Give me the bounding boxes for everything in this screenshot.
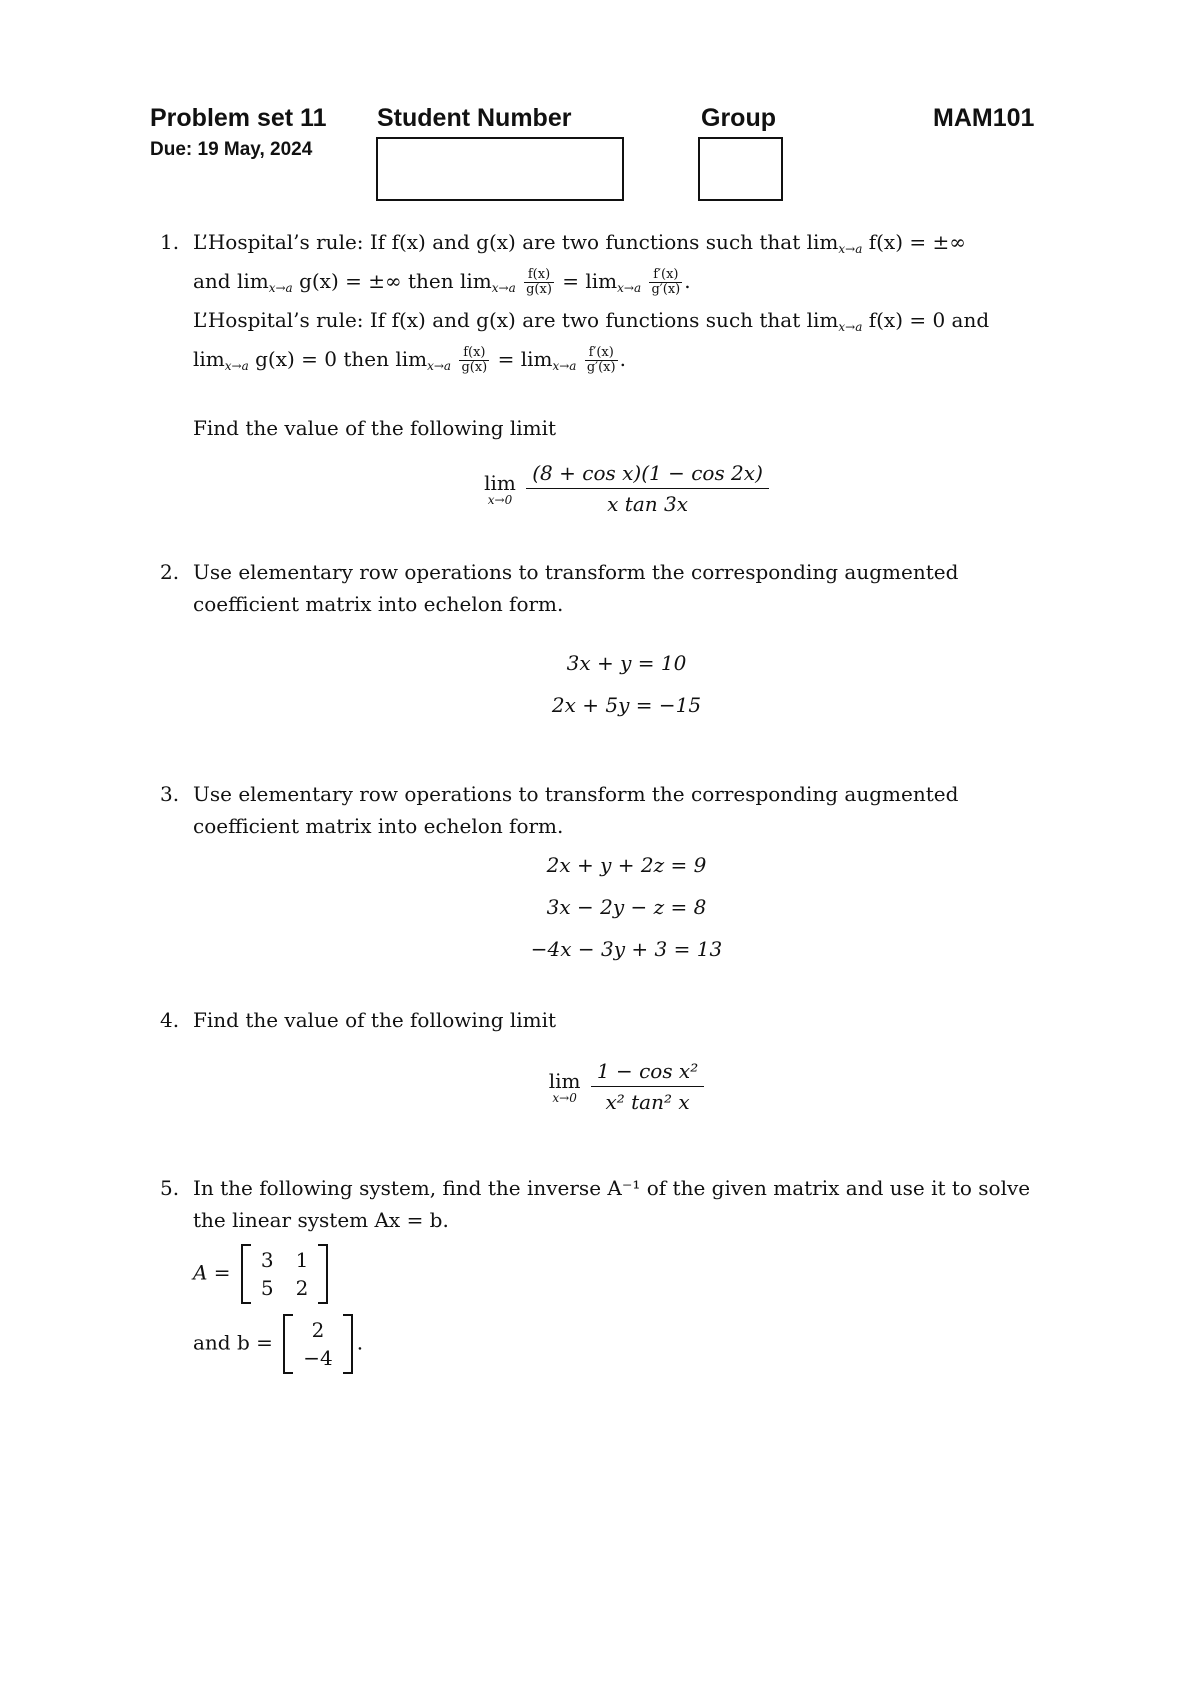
limit-word: lim [548, 1068, 581, 1093]
equation-system [193, 844, 1060, 970]
problem-2 [160, 556, 1060, 726]
fraction [649, 268, 682, 297]
fraction-numerator: f′(x) [649, 268, 682, 283]
fraction-denominator: g′(x) [586, 360, 616, 375]
course-code: MAM101 [933, 104, 1035, 132]
vector-cell: −4 [303, 1346, 333, 1370]
limit-fraction [591, 1056, 704, 1117]
rule-text: If f(x) and g(x) are two functions such that lim [369, 230, 839, 254]
group-label: Group [701, 104, 776, 132]
limit-subscript: x→a [491, 281, 516, 295]
limit-subscript: x→a [838, 320, 863, 334]
group-box[interactable] [698, 137, 783, 201]
matrix-cells [251, 1246, 318, 1302]
fraction-numerator: f′(x) [585, 346, 618, 361]
rule-text: and lim [193, 269, 269, 293]
rule-text: If f(x) and g(x) are two functions such that lim [369, 308, 839, 332]
limit-denominator: x² tan² x [605, 1090, 690, 1114]
vector-b [283, 1314, 352, 1374]
limit-subscript: x→a [268, 281, 293, 295]
vector-b-definition: and b = 2 −4 . [193, 1314, 1060, 1374]
problem-number: 3. [160, 782, 180, 806]
problem-prompt: Find the value of the following limit [193, 416, 557, 440]
rule-1: L’Hospital’s rule: If f(x) and g(x) are two functions such that $\lim_{x\to a} f(x)$ = ±∞ and $\lim_{x\to a} g(x)$ = ±∞ then $\lim_{x\to a}$ $\frac{f(x)}{g(x)}$ = $\lim_{x\to a}$ $\frac{f'(x)}{g'(x)}$ . [193, 230, 966, 297]
fraction [585, 346, 618, 375]
student-number-label: Student Number [377, 104, 572, 132]
rule-text: f(x) = ±∞ [868, 230, 966, 254]
equation: 2x + y + 2z = 9 [546, 853, 707, 877]
problem-3 [160, 778, 1060, 970]
problem-5 [160, 1172, 1060, 1374]
matrix-cell: 5 [260, 1276, 274, 1300]
left-bracket [241, 1244, 251, 1304]
matrix-a [241, 1244, 328, 1304]
equation: −4x − 3y + 3 = 13 [530, 937, 723, 961]
limit-subscript: x→0 [552, 1090, 577, 1105]
fraction-numerator: f(x) [459, 346, 489, 361]
limit-expression [193, 458, 1060, 519]
fraction-denominator: g(x) [526, 282, 552, 297]
fraction [524, 268, 554, 297]
matrix-cell: 1 [295, 1248, 309, 1272]
rule-label: L’Hospital’s rule: [193, 230, 364, 254]
rule-text: f(x) = 0 and [868, 308, 990, 332]
fraction-denominator: g(x) [461, 360, 488, 375]
matrix-a-label: A = [193, 1260, 231, 1285]
problem-4 [160, 1004, 1060, 1117]
fraction-numerator: f(x) [524, 268, 554, 283]
limit-operator [484, 472, 516, 506]
equation-system [193, 642, 1060, 726]
matrix-a-definition [193, 1244, 1060, 1304]
problem-number: 5. [160, 1176, 180, 1200]
limit-numerator: 1 − cos x² [591, 1056, 704, 1087]
limit-subscript: x→a [552, 359, 577, 373]
limit-word: lim [484, 470, 516, 495]
equation: 3x − 2y − z = 8 [546, 895, 707, 919]
limit-subscript: x→a [427, 359, 452, 373]
limit-subscript: x→a [838, 242, 863, 256]
equation: 2x + 5y = −15 [551, 693, 702, 717]
rule-2: L’Hospital’s rule: If f(x) and g(x) are two functions such that $\lim_{x\to a} f(x) = 0$ and $\lim_{x\to a} g(x) = 0$ then $\lim_{x\to a}$ $\frac{f(x)}{g(x)}$ = $\lim_{x\to a}$ $\frac{f'(x)}{g'(x)}$ . [193, 308, 990, 375]
vector-cells [293, 1316, 342, 1372]
limit-operator [549, 1070, 581, 1104]
problem-set-title: Problem set 11 [150, 104, 327, 132]
left-bracket [283, 1314, 293, 1374]
problem-text: In the following system, find the inverse A⁻¹ of the given matrix and use it to solve the linear system Ax = b. [193, 1176, 1031, 1232]
vector-b-label: and b = [193, 1330, 273, 1355]
right-bracket [343, 1314, 353, 1374]
problem-text: Use elementary row operations to transform the corresponding augmented coefficient matrix into echelon form. [193, 782, 959, 838]
right-bracket [318, 1244, 328, 1304]
matrix-cell: 2 [295, 1276, 309, 1300]
fraction [459, 346, 489, 375]
problem-number: 4. [160, 1008, 180, 1032]
problem-number: 1. [160, 230, 180, 254]
equation: 3x + y = 10 [566, 651, 687, 675]
limit-fraction [526, 458, 769, 519]
limit-subscript: x→a [617, 281, 642, 295]
rule-label: L’Hospital’s rule: [193, 308, 364, 332]
problem-number: 2. [160, 560, 180, 584]
problem-prompt: Find the value of the following limit [193, 1008, 557, 1032]
limit-subscript: x→a [224, 359, 249, 373]
rule-text: g(x) = ±∞ then lim [299, 269, 492, 293]
problem-text: Use elementary row operations to transform the corresponding augmented coefficient matrix into echelon form. [193, 560, 959, 616]
matrix-cell: 3 [260, 1248, 274, 1272]
limit-subscript: x→0 [487, 492, 513, 507]
fraction-denominator: g′(x) [651, 282, 681, 297]
limit-denominator: x tan 3x [607, 492, 688, 516]
problem-1 [160, 226, 1060, 519]
student-number-box[interactable] [376, 137, 624, 201]
limit-numerator: (8 + cos x)(1 − cos 2x) [526, 458, 769, 489]
rule-text: lim [193, 347, 225, 371]
due-date: Due: 19 May, 2024 [150, 139, 313, 160]
vector-cell: 2 [311, 1318, 325, 1342]
limit-expression [193, 1056, 1060, 1117]
rule-text: g(x) = 0 then lim [255, 347, 428, 371]
